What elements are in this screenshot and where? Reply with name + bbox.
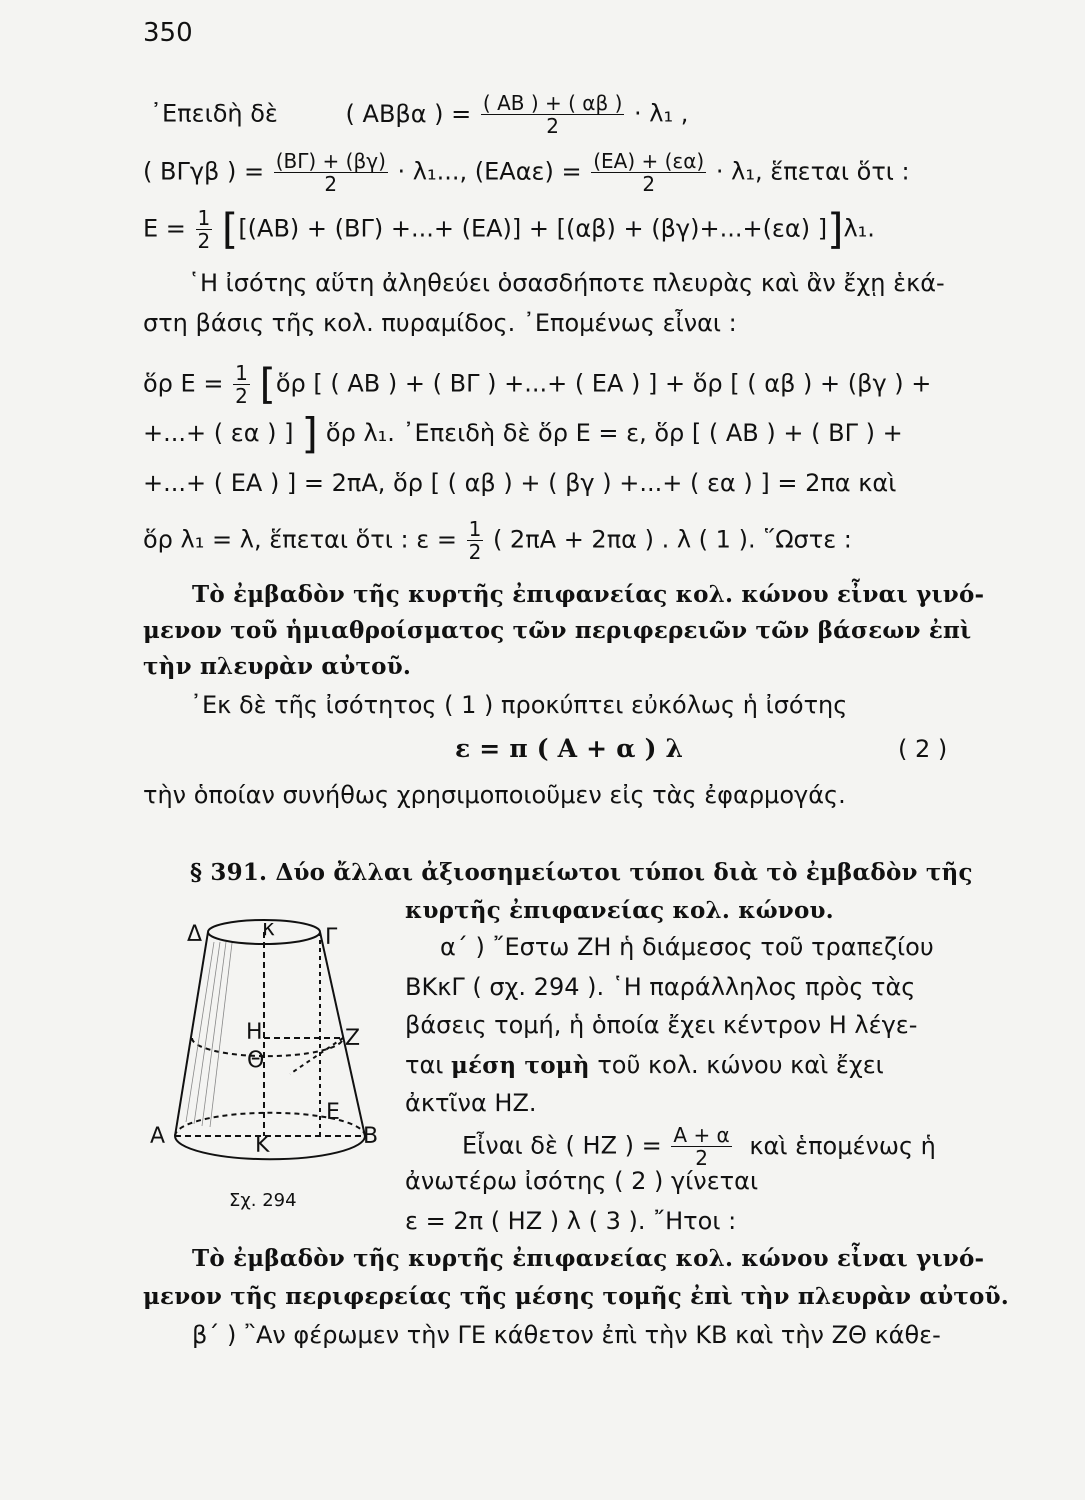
- fraction-numerator: Α + α: [673, 1123, 730, 1147]
- fraction: [233, 362, 250, 407]
- text-line: στη βάσις τῆς κολ. πυραμίδος. ᾿Επομένως εἶναι :: [143, 309, 737, 337]
- theorem-line: Τὸ ἐμβαδὸν τῆς κυρτῆς ἐπιφανείας κολ. κώνου εἶναι γινό-: [192, 581, 985, 608]
- text-segment: ᾿Επειδὴ δὲ: [150, 99, 278, 128]
- text-line: [462, 1124, 936, 1169]
- shading: [186, 942, 232, 1127]
- formula-line-6: [143, 359, 932, 409]
- label-D: Δ: [187, 922, 203, 947]
- text-segment: Εἶναι δὲ ( ΗΖ ) =: [462, 1131, 662, 1160]
- formula-line-2: [143, 150, 910, 195]
- section-heading: § 391. Δύο ἄλλαι ἀξιοσημείωτοι τύποι διὰ τὸ ἐμβαδὸν τῆς: [190, 859, 973, 886]
- fraction-numerator: 1: [197, 206, 211, 230]
- label-E: Ε: [326, 1100, 340, 1125]
- emphasis: μέση τομὴ: [451, 1052, 590, 1079]
- figure-caption: Σχ. 294: [229, 1190, 297, 1211]
- text-line: β΄ ) ῍Αν φέρωμεν τὴν ΓΕ κάθετον ἐπὶ τὴν ΚΒ καὶ τὴν ΖΘ κάθε-: [192, 1321, 941, 1349]
- formula-line-1: [150, 92, 688, 137]
- text-segment: · λ₁..., (ΕΑαε) =: [397, 157, 582, 186]
- text-line: ῾Η ἰσότης αὕτη ἀληθεύει ὁσασδήποτε πλευρὰς καὶ ἂν ἔχῃ ἑκά-: [188, 269, 945, 297]
- label-H: Η: [246, 1020, 263, 1045]
- fraction-denominator: 2: [695, 1146, 708, 1170]
- bracket-close: ]: [827, 204, 844, 254]
- text-segment: [(ΑΒ) + (ΒΓ) +...+ (ΕΑ)] + [(αβ) + (βγ)+...+(εα) ]: [238, 214, 828, 243]
- bracket-open: [: [259, 359, 276, 409]
- text-segment: ( ΒΓγβ ) =: [143, 157, 265, 186]
- fraction-numerator: (ΒΓ) + (βγ): [275, 149, 386, 173]
- page-number: 350: [143, 18, 193, 48]
- fraction-denominator: 2: [642, 172, 656, 196]
- equation-number: ( 2 ): [898, 735, 948, 763]
- label-A: Α: [150, 1124, 166, 1149]
- text-line: τὴν ὁποίαν συνήθως χρησιμοποιοῦμεν εἰς τὰς ἐφαρμογάς.: [143, 781, 846, 809]
- formula-line-9: [143, 518, 852, 563]
- label-k: κ: [262, 916, 275, 941]
- fraction-denominator: 2: [324, 172, 338, 196]
- text-segment: ὅρ Ε =: [143, 369, 224, 398]
- perpendicular-ZTh: [290, 1038, 343, 1074]
- text-line: [405, 1050, 884, 1081]
- text-segment: καὶ ἑπομένως ἡ: [749, 1131, 936, 1160]
- figure-truncated-cone: [140, 912, 400, 1192]
- text-segment: ( ΑΒβα ) =: [345, 99, 472, 128]
- fraction: [274, 150, 388, 195]
- fraction: [591, 150, 706, 195]
- text-line: +...+ ( ΕΑ ) ] = 2πΑ, ὅρ [ ( αβ ) + ( βγ ) +...+ ( εα ) ] = 2πα καὶ: [143, 469, 897, 497]
- fraction: [196, 207, 213, 252]
- fraction-numerator: (ΕΑ) + (εα): [593, 149, 705, 173]
- text-segment: λ₁.: [843, 214, 875, 243]
- fraction: [467, 518, 484, 563]
- label-G: Γ: [325, 925, 338, 950]
- fraction-numerator: ( ΑΒ ) + ( αβ ): [482, 91, 623, 115]
- text-segment: ὅρ λ₁. ᾿Επειδὴ δὲ ὅρ Ε = ε, ὅρ [ ( ΑΒ ) + ( ΒΓ ) +: [325, 419, 903, 447]
- fraction-denominator: 2: [235, 384, 248, 408]
- fraction: [481, 92, 624, 137]
- bracket-open: [: [221, 204, 239, 254]
- fraction-denominator: 2: [197, 229, 211, 253]
- left-generatrix: [175, 932, 208, 1136]
- text-line: ἀνωτέρω ἰσότης ( 2 ) γίνεται: [405, 1167, 759, 1195]
- label-Th: Θ: [247, 1048, 265, 1073]
- formula-line-7: [143, 409, 903, 458]
- bracket-close: ]: [301, 409, 318, 458]
- theorem-line: μενον τοῦ ἡμιαθροίσματος τῶν περιφερειῶν τῶν βάσεων ἐπὶ: [143, 617, 972, 644]
- text-segment: +...+ ( εα ) ]: [143, 419, 294, 447]
- text-segment: ὅρ λ₁ = λ, ἕπεται ὅτι : ε =: [143, 525, 457, 554]
- label-K: Κ: [255, 1133, 270, 1158]
- bottom-base-front: [175, 1136, 365, 1159]
- text-segment: · λ₁, ἕπεται ὅτι :: [715, 157, 910, 186]
- text-line: ἀκτῖνα ΗΖ.: [405, 1089, 537, 1117]
- formula-line-3: [143, 204, 875, 254]
- theorem-line: Τὸ ἐμβαδὸν τῆς κυρτῆς ἐπιφανείας κολ. κώνου εἶναι γινό-: [192, 1245, 985, 1272]
- fraction-denominator: 2: [546, 114, 560, 138]
- text-line: ᾿Εκ δὲ τῆς ἰσότητος ( 1 ) προκύπτει εὐκόλως ἡ ἰσότης: [190, 691, 848, 719]
- fraction-numerator: 1: [468, 517, 482, 541]
- text-line: ε = 2π ( ΗΖ ) λ ( 3 ). ῎Ητοι :: [405, 1207, 737, 1235]
- fraction-denominator: 2: [468, 540, 482, 564]
- label-B: Β: [363, 1124, 379, 1149]
- text-segment: τοῦ κολ. κώνου καὶ ἔχει: [597, 1051, 884, 1079]
- formula-2: ε = π ( Α + α ) λ: [455, 734, 684, 763]
- text-segment: · λ₁ ,: [634, 99, 689, 128]
- theorem-line: μενον τῆς περιφερείας τῆς μέσης τομῆς ἐπὶ τὴν πλευρὰν αὐτοῦ.: [143, 1283, 1009, 1310]
- text-line: ΒΚκΓ ( σχ. 294 ). ῾Η παράλληλος πρὸς τὰς: [405, 973, 916, 1001]
- text-segment: ται: [405, 1051, 444, 1079]
- text-segment: ὅρ [ ( ΑΒ ) + ( ΒΓ ) +...+ ( ΕΑ ) ] + ὅρ [ ( αβ ) + (βγ ) +: [275, 369, 932, 398]
- label-Z: Ζ: [345, 1026, 361, 1051]
- text-segment: ( 2πΑ + 2πα ) . λ ( 1 ). ῞Ωστε :: [492, 525, 852, 554]
- theorem-line: τὴν πλευρὰν αὐτοῦ.: [143, 653, 412, 680]
- fraction: [671, 1124, 731, 1169]
- text-line: α΄ ) ῎Εστω ΖΗ ἡ διάμεσος τοῦ τραπεζίου: [440, 933, 934, 961]
- text-line: βάσεις τομή, ἡ ὁποία ἔχει κέντρον Η λέγε-: [405, 1011, 918, 1039]
- section-heading: κυρτῆς ἐπιφανείας κολ. κώνου.: [405, 897, 834, 924]
- text-segment: Ε =: [143, 214, 186, 243]
- fraction-numerator: 1: [235, 361, 248, 385]
